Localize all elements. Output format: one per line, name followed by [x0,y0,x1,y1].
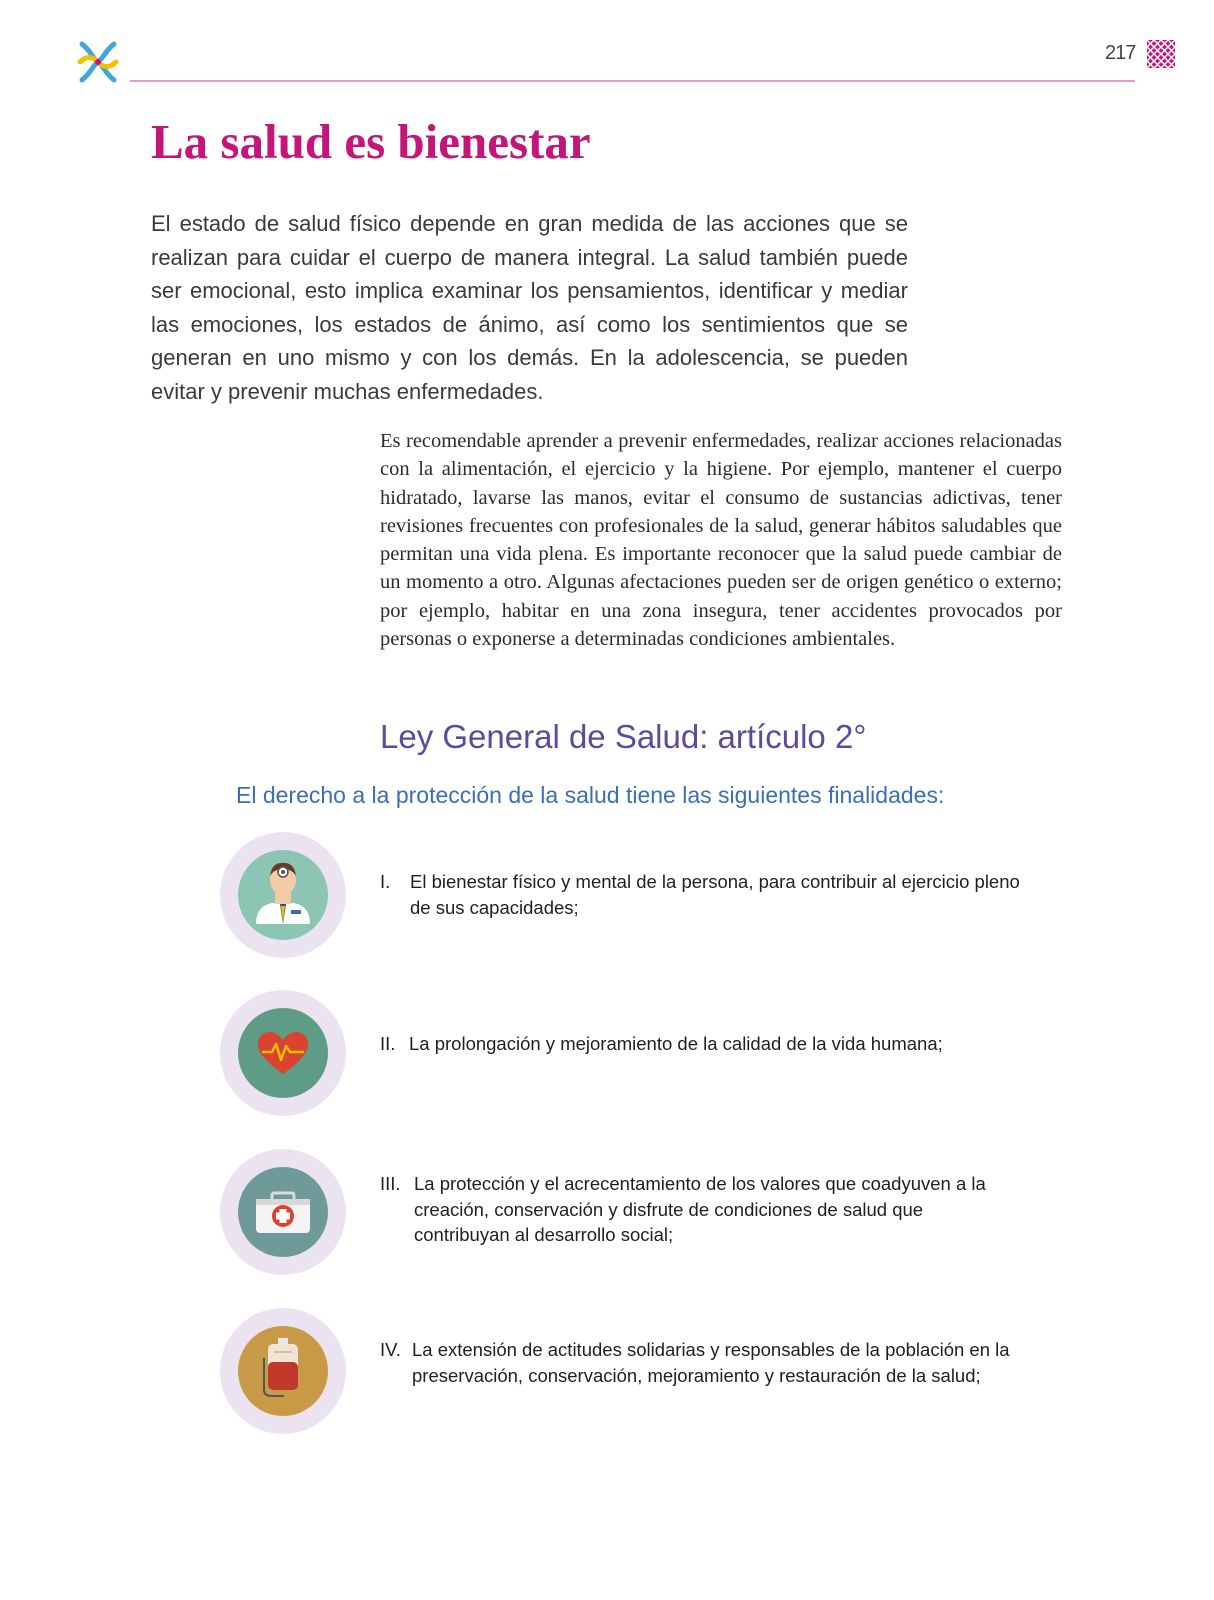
body-paragraph: Es recomendable aprender a prevenir enfermedades, realizar acciones relacionadas con la alimentación, el ejercicio y la higiene. Por ejemplo, mantener el cuerpo hidratado, lavarse las manos, evitar el consumo de sustancias adictivas, tener revisiones frecuentes con profesionales de la salud, generar hábitos saludables que permitan una vida plena. Es importante reconocer que la salud puede cambiar de un momento a otro. Algunas afectaciones pueden ser de origen genético o externo; por ejemplo, habitar en una zona insegura, tener accidentes provocados por personas o exponerse a determinadas condiciones ambientales. [380,430,1062,651]
law-item-text [380,1031,1020,1057]
heart-pulse-icon [220,990,346,1116]
item-numeral: IV. [380,1339,401,1360]
blood-bag-icon-badge [220,1308,346,1434]
item-body: El bienestar físico y mental de la persona, para contribuir al ejercicio pleno de sus capacidades; [410,871,1020,918]
heart-icon-badge [220,990,346,1116]
item-numeral: I. [380,871,391,892]
item-numeral: II. [380,1033,396,1054]
doctor-icon [220,832,346,958]
logo-icon [74,38,122,86]
item-body: La protección y el acrecentamiento de los valores que coadyuven a la creación, conservación y disfrute de condiciones de salud que contribuyan al desarrollo social; [414,1173,986,1245]
law-item-text [380,869,1020,920]
item-body: La extensión de actitudes solidarias y responsables de la población en la preservación, conservación, mejoramiento y restauración de la salud; [412,1339,1010,1386]
law-item-text [380,1171,1020,1248]
header-rule [130,80,1135,82]
law-item-text [380,1337,1020,1388]
page-number: 217 [1105,42,1136,64]
blood-bag-icon [220,1308,346,1434]
law-heading: Ley General de Salud: artículo 2° [380,718,867,755]
page-title: La salud es bienestar [151,114,591,169]
doctor-icon-badge [220,832,346,958]
item-numeral: III. [380,1173,401,1194]
item-body: La prolongación y mejoramiento de la calidad de la vida humana; [409,1033,943,1054]
law-subheading: El derecho a la protección de la salud tiene las siguientes finalidades: [236,782,945,808]
first-aid-kit-icon [220,1149,346,1275]
first-aid-icon-badge [220,1149,346,1275]
decorative-pattern-icon [1147,40,1175,68]
intro-paragraph: El estado de salud físico depende en gran medida de las acciones que se realizan para cuidar el cuerpo de manera integral. La salud también puede ser emocional, esto implica examinar los pensamientos, identificar y mediar las emociones, los estados de ánimo, así como los sentimientos que se generan en uno mismo y con los demás. En la adolescencia, se pueden evitar y prevenir muchas enfermedades. [151,211,908,404]
